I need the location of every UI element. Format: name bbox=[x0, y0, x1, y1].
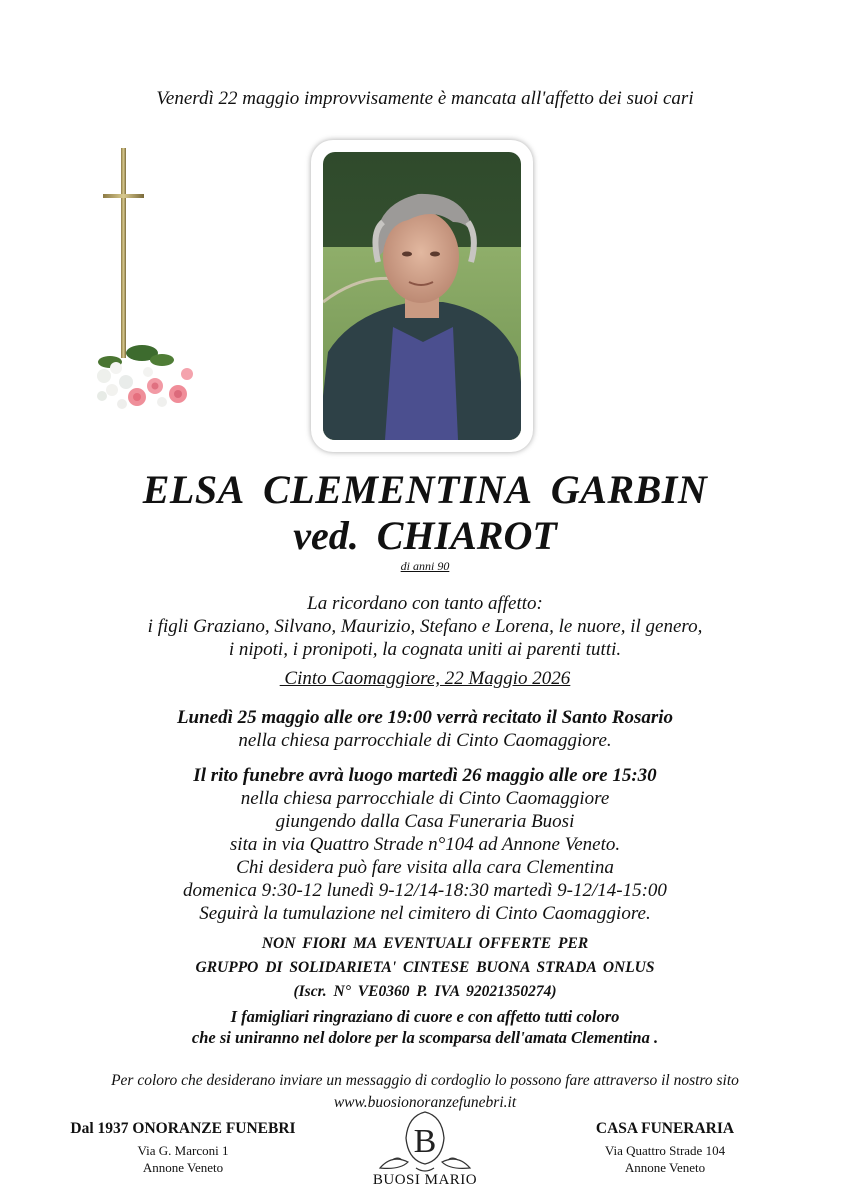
remembrance-line: i nipoti, i pronipoti, la cognata uniti ai parenti tutti. bbox=[228, 639, 622, 660]
donations-line: (Iscr. N° VE0360 P. IVA 92021350274) bbox=[293, 983, 557, 1000]
footer-right-address: Via Quattro Strade 104 bbox=[604, 1143, 726, 1158]
funeral-heading: Il rito funebre avrà luogo martedì 26 maggio alle ore 15:30 bbox=[193, 765, 657, 786]
logo-name: BUOSI MARIO bbox=[372, 1172, 478, 1188]
deceased-age: di anni 90 bbox=[400, 559, 450, 573]
funeral-line: nella chiesa parrocchiale di Cinto Caomaggiore bbox=[240, 788, 610, 809]
remembrance-line: i figli Graziano, Silvano, Maurizio, Stefano e Lorena, le nuore, il genero, bbox=[147, 616, 703, 637]
message-line: Per coloro che desiderano inviare un messaggio di cordoglio lo possono fare attraverso il nostro sito bbox=[111, 1072, 739, 1089]
footer-left-city: Annone Veneto bbox=[142, 1160, 224, 1175]
footer-casa-funeraria bbox=[570, 1120, 760, 1176]
remembrance-block bbox=[0, 592, 850, 661]
funeral-line: sita in via Quattro Strade n°104 ad Annone Veneto. bbox=[229, 834, 621, 855]
rosary-block bbox=[0, 706, 850, 752]
remembrance-line: La ricordano con tanto affetto: bbox=[307, 593, 543, 614]
footer-funeral-home bbox=[62, 1120, 304, 1176]
intro-text: Venerdì 22 maggio improvvisamente è mancata all'affetto dei suoi cari bbox=[156, 88, 694, 109]
photo-frame bbox=[311, 140, 533, 452]
footer-right-city: Annone Veneto bbox=[624, 1160, 706, 1175]
rosary-line: nella chiesa parrocchiale di Cinto Caomaggiore. bbox=[238, 730, 612, 751]
thanks-line: che si uniranno nel dolore per la scomparsa dell'amata Clementina . bbox=[191, 1028, 659, 1047]
deceased-married-name: ved. CHIAROT bbox=[293, 513, 557, 558]
donations-block bbox=[0, 932, 850, 1004]
funeral-line: Seguirà la tumulazione nel cimitero di Cinto Caomaggiore. bbox=[199, 903, 651, 924]
rosary-heading: Lunedì 25 maggio alle ore 19:00 verrà recitato il Santo Rosario bbox=[176, 707, 674, 728]
funeral-block bbox=[0, 764, 850, 925]
funeral-line: domenica 9:30-12 lunedì 9-12/14-18:30 martedì 9-12/14-15:00 bbox=[183, 880, 667, 901]
footer-left-title: Dal 1937 ONORANZE FUNEBRI bbox=[70, 1120, 296, 1137]
thanks-line: I famigliari ringraziano di cuore e con affetto tutti coloro bbox=[230, 1007, 620, 1026]
footer-left-address: Via G. Marconi 1 bbox=[137, 1143, 229, 1158]
buosi-logo-icon bbox=[372, 1108, 478, 1192]
cross-with-flowers-icon bbox=[92, 148, 202, 418]
thanks-block bbox=[0, 1006, 850, 1048]
donations-line: GRUPPO DI SOLIDARIETA' CINTESE BUONA STRADA ONLUS bbox=[195, 959, 655, 976]
portrait-photo bbox=[323, 152, 521, 440]
website-link[interactable]: www.buosionoranzefunebri.it bbox=[333, 1094, 517, 1111]
funeral-line: giungendo dalla Casa Funeraria Buosi bbox=[275, 811, 575, 832]
donations-line: NON FIORI MA EVENTUALI OFFERTE PER bbox=[261, 935, 589, 952]
footer-right-title: CASA FUNERARIA bbox=[595, 1120, 735, 1137]
place-date: Cinto Caomaggiore, 22 Maggio 2026 bbox=[279, 668, 571, 689]
funeral-line: Chi desidera può fare visita alla cara Clementina bbox=[236, 857, 614, 878]
logo-letter: B bbox=[413, 1123, 437, 1160]
deceased-name: ELSA CLEMENTINA GARBIN bbox=[142, 467, 708, 512]
